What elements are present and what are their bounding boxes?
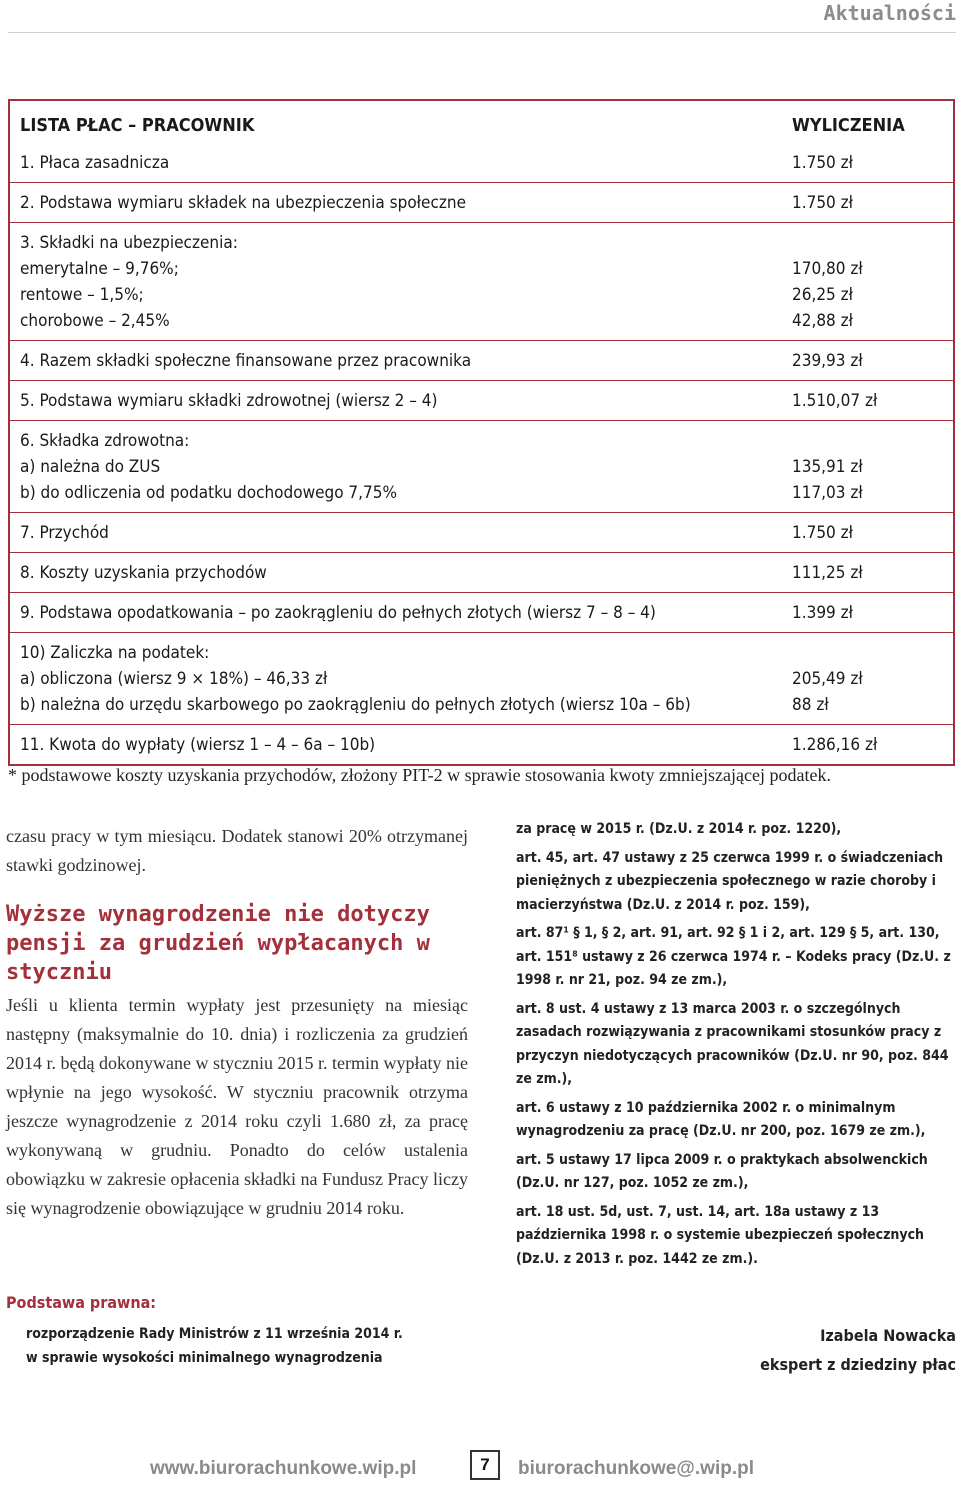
payroll-amount-value: 111,25 zł xyxy=(792,563,863,583)
payroll-amount xyxy=(792,381,953,420)
payroll-item xyxy=(10,223,792,340)
author-title: ekspert z dziedziny płac xyxy=(760,1355,956,1374)
payroll-amount-value xyxy=(792,640,949,666)
legal-reference: za pracę w 2015 r. (Dz.U. z 2014 r. poz. 1220), xyxy=(516,821,842,837)
payroll-amount-value xyxy=(792,428,949,454)
legal-reference: art. 45, art. 47 ustawy z 25 czerwca 1999 r. o świadczeniach pieniężnych z ubezpieczenia społecznego w razie choroby i macierzyństwa (Dz.U. z 2014 r. poz. 159), xyxy=(516,849,944,913)
payroll-item xyxy=(10,593,792,632)
payroll-item xyxy=(10,725,792,764)
author-block xyxy=(760,1321,956,1379)
payroll-amount xyxy=(792,553,953,592)
legal-reference: art. 8 ust. 4 ustawy z 13 marca 2003 r. o szczególnych zasadach rozwiązywania z pracownikami stosunków pracy z przyczyn niedotyczących pracowników (Dz.U. nr 90, poz. 844 ze zm.), xyxy=(516,1000,949,1087)
section-heading: Wyższe wynagrodzenie nie dotyczy pensji za grudzień wypłacanych w styczniu xyxy=(6,902,430,985)
payroll-row xyxy=(10,340,953,380)
payroll-header-row xyxy=(10,101,953,143)
payroll-item-text: 8. Koszty uzyskania przychodów xyxy=(20,563,267,583)
left-column xyxy=(6,822,468,1223)
payroll-item-text: a) należna do ZUS xyxy=(20,457,161,477)
payroll-amount xyxy=(792,183,953,222)
payroll-item-text: 9. Podstawa opodatkowania – po zaokrągleniu do pełnych złotych (wiersz 7 – 8 – 4) xyxy=(20,603,656,623)
footer-email-link[interactable]: biurorachunkowe@.wip.pl xyxy=(518,1458,754,1479)
payroll-item-text: chorobowe – 2,45% xyxy=(20,311,170,331)
payroll-amount xyxy=(792,725,953,764)
payroll-header-left: LISTA PŁAC – PRACOWNIK xyxy=(20,115,255,136)
payroll-amount-value: 117,03 zł xyxy=(792,483,863,503)
legal-basis-line: w sprawie wysokości minimalnego wynagrodzenia xyxy=(26,1350,383,1366)
payroll-amount-value: 205,49 zł xyxy=(792,669,863,689)
payroll-amount-value: 42,88 zł xyxy=(792,311,853,331)
payroll-amount-value: 170,80 zł xyxy=(792,259,863,279)
payroll-amount-value: 26,25 zł xyxy=(792,285,853,305)
payroll-item-text: 1. Płaca zasadnicza xyxy=(20,153,170,173)
payroll-item-text: emerytalne – 9,76%; xyxy=(20,259,179,279)
payroll-amount xyxy=(792,341,953,380)
payroll-row xyxy=(10,182,953,222)
legal-reference: art. 18 ust. 5d, ust. 7, ust. 14, art. 18a ustawy z 13 października 1998 r. o systemie ubezpieczeń społecznych (Dz.U. z 2013 r. poz. 1442 ze zm.). xyxy=(516,1203,925,1267)
payroll-row xyxy=(10,724,953,764)
payroll-amount-value: 1.750 zł xyxy=(792,523,853,543)
payroll-amount xyxy=(792,593,953,632)
payroll-row xyxy=(10,420,953,512)
payroll-table xyxy=(8,99,955,766)
header-divider xyxy=(8,32,956,33)
body-paragraph: Jeśli u klienta termin wypłaty jest przesunięty na miesiąc następny (maksymalnie do 10. dnia) i rozliczenia za grudzień 2014 r. będą dokonywane w styczniu 2015 r. termin wypłaty nie wpłynie na jego wysokość. W styczniu pracownik otrzyma jeszcze wynagrodzenie z 2014 roku czyli 1.680 zł, za pracę wykonywaną w grudniu. Ponadto do celów ustalenia obowiązku w zakresie opłacenia składki na Fundusz Pracy liczy się wynagrodzenie obowiązujące w grudniu 2014 roku. xyxy=(6,995,468,1218)
footnote: * podstawowe koszty uzyskania przychodów, złożony PIT-2 w sprawie stosowania kwoty zmniejszającej podatek. xyxy=(8,765,831,785)
payroll-amount-value: 1.286,16 zł xyxy=(792,735,878,755)
page-number: 7 xyxy=(470,1450,500,1480)
payroll-amount xyxy=(792,421,953,512)
payroll-item-text: 5. Podstawa wymiaru składki zdrowotnej (wiersz 2 – 4) xyxy=(20,391,438,411)
payroll-amount xyxy=(792,513,953,552)
payroll-item xyxy=(10,143,792,182)
payroll-row xyxy=(10,552,953,592)
payroll-row xyxy=(10,143,953,182)
payroll-amount xyxy=(792,633,953,724)
payroll-amount xyxy=(792,223,953,340)
legal-reference: art. 5 ustawy 17 lipca 2009 r. o praktykach absolwenckich (Dz.U. nr 127, poz. 1052 ze zm.), xyxy=(516,1151,928,1191)
payroll-item xyxy=(10,381,792,420)
payroll-amount-value: 1.399 zł xyxy=(792,603,853,623)
payroll-item-text: 10) Zaliczka na podatek: xyxy=(20,643,210,663)
payroll-item xyxy=(10,513,792,552)
payroll-row xyxy=(10,380,953,420)
payroll-amount-value: 1.750 zł xyxy=(792,153,853,173)
legal-basis-label: Podstawa prawna: xyxy=(6,1293,157,1312)
payroll-row xyxy=(10,222,953,340)
payroll-header-right: WYLICZENIA xyxy=(792,115,905,136)
payroll-item xyxy=(10,341,792,380)
payroll-amount-value xyxy=(792,230,949,256)
payroll-amount-value: 1.750 zł xyxy=(792,193,853,213)
payroll-item-text: 2. Podstawa wymiaru składek na ubezpieczenia społeczne xyxy=(20,193,466,213)
legal-references xyxy=(516,818,956,1276)
legal-basis-text xyxy=(26,1322,476,1370)
footer-website-link[interactable]: www.biurorachunkowe.wip.pl xyxy=(150,1458,417,1479)
payroll-row xyxy=(10,512,953,552)
payroll-item xyxy=(10,183,792,222)
payroll-item-text: rentowe – 1,5%; xyxy=(20,285,144,305)
payroll-item-text: b) należna do urzędu skarbowego po zaokrągleniu do pełnych złotych (wiersz 10a – 6b) xyxy=(20,695,691,715)
payroll-item-text: a) obliczona (wiersz 9 × 18%) – 46,33 zł xyxy=(20,669,328,689)
payroll-amount-value: 1.510,07 zł xyxy=(792,391,878,411)
payroll-item xyxy=(10,633,792,724)
payroll-item-text: 7. Przychód xyxy=(20,523,109,543)
payroll-row xyxy=(10,592,953,632)
payroll-item-text: 3. Składki na ubezpieczenia: xyxy=(20,233,238,253)
payroll-item xyxy=(10,421,792,512)
payroll-item-text: 4. Razem składki społeczne finansowane przez pracownika xyxy=(20,351,472,371)
payroll-rows xyxy=(10,143,953,764)
legal-basis-line: rozporządzenie Rady Ministrów z 11 września 2014 r. xyxy=(26,1326,403,1342)
section-title: Aktualności xyxy=(823,1,956,25)
payroll-item xyxy=(10,553,792,592)
intro-paragraph: czasu pracy w tym miesiącu. Dodatek stanowi 20% otrzymanej stawki godzinowej. xyxy=(6,826,468,875)
payroll-item-text: 11. Kwota do wypłaty (wiersz 1 – 4 – 6a – 10b) xyxy=(20,735,376,755)
payroll-amount-value: 88 zł xyxy=(792,695,829,715)
legal-reference: art. 87¹ § 1, § 2, art. 91, art. 92 § 1 i 2, art. 129 § 5, art. 130, art. 151⁸ ustawy z 26 czerwca 1974 r. – Kodeks pracy (Dz.U. z 1998 r. nr 21, poz. 94 ze zm.), xyxy=(516,925,951,988)
payroll-amount-value: 135,91 zł xyxy=(792,457,863,477)
payroll-item-text: b) do odliczenia od podatku dochodowego 7,75% xyxy=(20,483,398,503)
payroll-amount xyxy=(792,143,953,182)
payroll-row xyxy=(10,632,953,724)
author-name: Izabela Nowacka xyxy=(820,1326,956,1345)
legal-reference: art. 6 ustawy z 10 października 2002 r. o minimalnym wynagrodzeniu za pracę (Dz.U. nr 200, poz. 1679 ze zm.), xyxy=(516,1099,926,1139)
payroll-item-text: 6. Składka zdrowotna: xyxy=(20,431,190,451)
payroll-amount-value: 239,93 zł xyxy=(792,351,863,371)
